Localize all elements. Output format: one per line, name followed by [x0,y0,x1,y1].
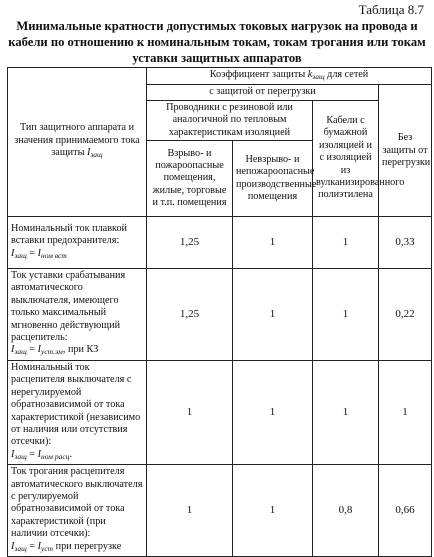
value-non-explosive: 1 [233,217,313,269]
table-title: Минимальные кратности допустимых токовых нагрузок на провода и кабели по отношению к номинальным токам, токам трогания или токам уставки защитных аппаратов [8,19,426,65]
value-explosive: 1,25 [147,269,233,361]
rubber-insulation-header: Проводники с резиновой или аналогичной по тепловым характеристикам изоляцией [147,100,313,140]
non-explosive-premises-header: Невзрыво- и непожароопасные производственные помещения [233,141,313,217]
overload-protection-header: с защитой от перегрузки [147,85,379,100]
value-no-overload: 0,66 [379,465,432,557]
value-explosive: 1,25 [147,217,233,269]
value-cables: 0,8 [313,465,379,557]
value-cables: 1 [313,269,379,361]
no-overload-header: Без защиты от перегрузки [379,85,432,217]
value-cables: 1 [313,360,379,464]
device-description: Номинальный ток плавкой вставки предохранителя: $I_{защ} = I_{ном вст}$ [8,217,147,269]
value-no-overload: 0,33 [379,217,432,269]
value-explosive: 1 [147,360,233,464]
value-cables: 1 [313,217,379,269]
coefficient-header: Коэффициент защиты $k_{защ}$ для сетей [147,68,432,85]
table-row [8,217,432,269]
value-non-explosive: 1 [233,269,313,361]
value-no-overload: 1 [379,360,432,464]
cables-header: Кабели с бумажной изоляцией и с изоляцией из вулканизированного полиэтилена [313,100,379,216]
table-row [8,360,432,464]
value-non-explosive: 1 [233,360,313,464]
device-type-header: Тип защитного аппарата и значения принимаемого тока защиты $I_{защ}$ [8,68,147,217]
table-row [8,269,432,361]
value-no-overload: 0,22 [379,269,432,361]
table-row [8,465,432,557]
table-number: Таблица 8.7 [358,2,424,17]
protection-coefficients-table [7,67,432,557]
device-description: Номинальный ток расцепителя выключателя с нерегулируемой обратнозависимой от тока характеристикой (независимо от наличия или отсутствия отсечки): $I_{защ} = I_{ном расц}$. [8,360,147,464]
device-description: Ток уставки срабатывания автоматического выключателя, имеющего только максимальный мгновенно действующий расцепитель: $I_{защ} = I_{уст.эм}$, при КЗ [8,269,147,361]
explosive-premises-header: Взрыво- и пожароопасные помещения, жилые, торговые и т.п. помещения [147,141,233,217]
header-row-1 [8,68,432,85]
value-non-explosive: 1 [233,465,313,557]
device-description: Ток трогания расцепителя автоматического выключателя с регулируемой обратнозависимой от тока характеристикой (при наличии отсечки): $I_{защ} = I_{уст}$ при перегрузке [8,465,147,557]
value-explosive: 1 [147,465,233,557]
